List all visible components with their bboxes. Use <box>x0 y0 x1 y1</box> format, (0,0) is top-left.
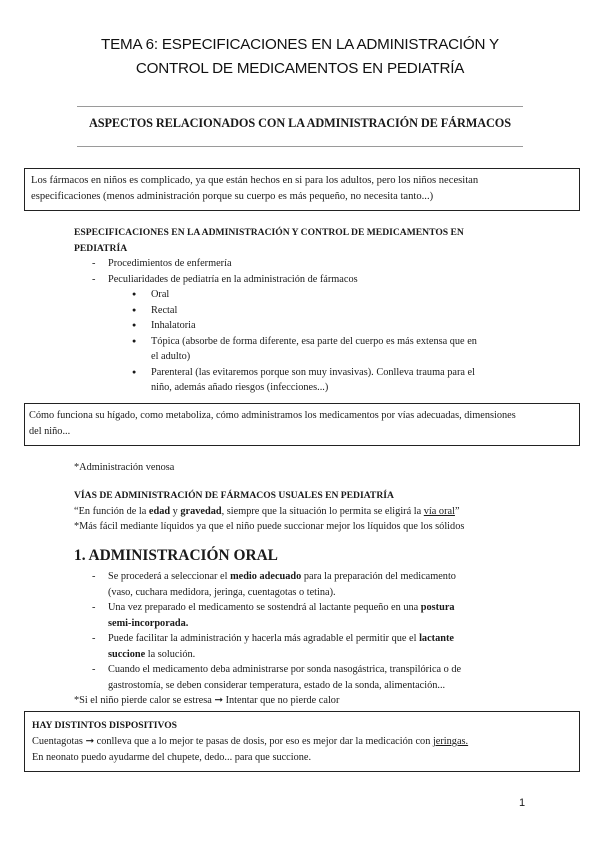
route-topica: ● Tópica (absorbe de forma diferente, esa parte del cuerpo es más extensa que en <box>74 334 554 350</box>
list-item: - Cuando el medicamento deba administrarse por sonda nasogástrica, transpilórica o de <box>74 662 554 678</box>
top-rule <box>77 106 523 107</box>
section-subtitle: ASPECTOS RELACIONADOS CON LA ADMINISTRACIÓN DE FÁRMACOS <box>89 116 511 130</box>
route-rectal: ● Rectal <box>74 303 554 319</box>
liver-line-1: Cómo funciona su hígado, como metaboliza, cómo administramos los medicamentos por vías adecuadas, dimensiones <box>29 410 516 421</box>
list-item-cont: semi-incorporada. <box>108 617 189 629</box>
list-item-cont: succione la solución. <box>108 648 196 660</box>
oral-note: *Si el niño pierde calor se estresa ➞ Intentar que no pierde calor <box>74 695 340 706</box>
list-item-cont: (vaso, cuchara medidora, jeringa, cuentagotas o tetina). <box>108 586 336 598</box>
specs-heading-line-1: ESPECIFICACIONES EN LA ADMINISTRACIÓN Y CONTROL DE MEDICAMENTOS EN <box>74 227 464 238</box>
title-line-2: CONTROL DE MEDICAMENTOS EN PEDIATRÍA <box>135 60 465 77</box>
route-topica-cont: el adulto) <box>151 351 191 362</box>
oral-heading: 1. ADMINISTRACIÓN ORAL <box>74 547 278 564</box>
oral-section <box>74 546 554 709</box>
title-line-1: TEMA 6: ESPECIFICACIONES EN LA ADMINISTRACIÓN Y <box>101 36 499 53</box>
list-item: - Una vez preparado el medicamento se sostendrá al lactante pequeño en una postura <box>74 600 554 616</box>
vias-block <box>74 488 554 535</box>
route-parenteral-cont: niño, además añado riesgos (infecciones...) <box>151 382 329 393</box>
route-inhalatoria: ● Inhalatoria <box>74 318 554 334</box>
vias-note: *Más fácil mediante líquidos ya que el niño puede succionar mejor los líquidos que los sólidos <box>74 521 465 532</box>
devices-box <box>24 711 580 772</box>
venosa-note: *Administración venosa <box>74 462 175 473</box>
devices-heading: HAY DISTINTOS DISPOSITIVOS <box>32 720 178 731</box>
list-item: - Puede facilitar la administración y hacerla más agradable el permitir que el lactante <box>74 631 554 647</box>
devices-line-2: En neonato puedo ayudarme del chupete, dedo... para que succione. <box>32 752 312 763</box>
page-title <box>40 33 560 81</box>
intro-line-2: especificaciones (menos administración porque su cuerpo es más pequeño, no necesita tanto...) <box>31 191 434 202</box>
bottom-rule <box>77 146 523 147</box>
vias-quote: “En función de la edad y gravedad, siempre que la situación lo permita se eligirá la vía oral” <box>74 505 460 517</box>
specs-block <box>74 225 554 396</box>
liver-line-2: del niño... <box>29 426 71 437</box>
list-item: - Peculiaridades de pediatría en la administración de fármacos <box>74 272 554 288</box>
intro-box <box>24 168 580 211</box>
liver-box <box>24 403 580 446</box>
list-item: - Se procederá a seleccionar el medio adecuado para la preparación del medicamento <box>74 569 554 585</box>
list-item: - Procedimientos de enfermería <box>74 256 554 272</box>
route-oral: ● Oral <box>74 287 554 303</box>
list-item-cont: gastrostomía, se deben considerar temperatura, estado de la sonda, alimentación... <box>108 679 446 691</box>
intro-line-1: Los fármacos en niños es complicado, ya que están hechos en si para los adultos, pero los niños necesitan <box>31 175 479 186</box>
route-parenteral: ● Parenteral (las evitaremos porque son muy invasivas). Conlleva trauma para el <box>74 365 554 381</box>
page-number: 1 <box>519 797 526 809</box>
vias-heading: VÍAS DE ADMINISTRACIÓN DE FÁRMACOS USUALES EN PEDIATRÍA <box>74 490 394 501</box>
devices-line-1: Cuentagotas ➞ conlleva que a lo mejor te pasas de dosis, por eso es mejor dar la medicación con jeringas. <box>32 736 469 747</box>
specs-heading-line-2: PEDIATRÍA <box>74 242 128 254</box>
